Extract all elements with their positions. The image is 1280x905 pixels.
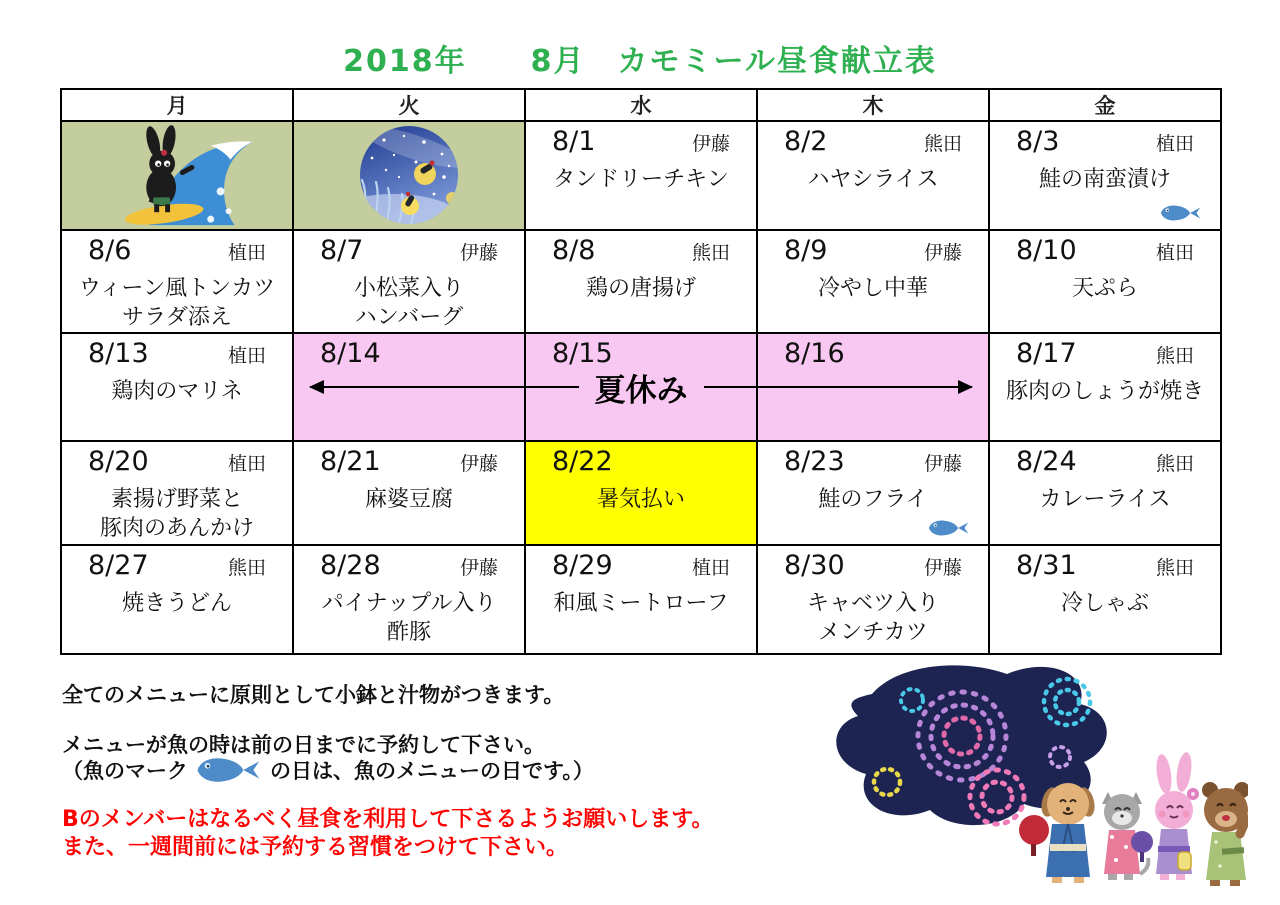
cell-date: 8/24 [1016,446,1077,478]
weekday-header-row [61,89,1221,121]
calendar-cell-8-3 [989,121,1221,230]
menu-line: 酢豚 [386,619,431,645]
calendar-table [60,88,1222,655]
menu-line: タンドリーチキン [553,167,729,192]
week-row-3 [61,333,1221,441]
calendar-cell-8-7 [293,230,525,333]
weekday-wednesday: 水 [525,89,757,121]
weekday-monday: 月 [61,89,293,121]
bear-figure [1202,782,1248,886]
calendar-cell-8-6 [61,230,293,333]
calendar-cell-8-13 [61,333,293,441]
menu-line: 冷しゃぶ [1060,591,1149,617]
menu-line: 和風ミートローフ [553,591,729,617]
calendar-cell-8-22-event [525,441,757,545]
calendar-cell-8-23 [757,441,989,545]
cell-date: 8/16 [784,338,845,370]
calendar-cell-8-27 [61,545,293,654]
cell-date: 8/1 [552,126,596,157]
cell-cook-name: 伊藤 [691,133,730,155]
lunch-menu-calendar [60,88,1222,655]
cell-date: 8/21 [320,446,381,478]
menu-line: メンチカツ [818,619,928,645]
week-row-2 [61,230,1221,333]
cell-cook-name: 熊田 [227,557,266,580]
cell-cook-name: 植田 [227,453,266,476]
cell-date: 8/28 [320,550,381,582]
menu-line: サラダ添え [122,304,232,330]
note-fish-mark-prefix: （魚のマーク [62,759,188,783]
calendar-cell-8-29 [525,545,757,654]
cell-date: 8/3 [1016,126,1060,157]
page-title: 2018年 8月 カモミール昼食献立表 [343,44,937,79]
cell-cook-name: 伊藤 [923,453,962,476]
cell-date: 8/9 [784,235,828,266]
cell-date: 8/23 [784,446,845,478]
surfing-rabbit-illustration [62,122,292,228]
cell-cook-name: 伊藤 [923,557,962,580]
calendar-cell-8-24 [989,441,1221,545]
cell-cook-name: 植田 [1155,133,1194,155]
cell-date: 8/15 [552,338,613,370]
calendar-cell-8-17 [989,333,1221,441]
cell-date: 8/7 [320,235,364,266]
cell-cook-name: 植田 [227,345,266,368]
menu-line: 素揚げ野菜と [110,487,243,513]
cat-figure [1102,792,1153,880]
fish-icon [928,517,970,539]
cell-date: 8/31 [1016,550,1077,582]
cell-date: 8/22 [552,446,613,478]
menu-line: 鶏肉のマリネ [111,379,243,405]
cell-date: 8/17 [1016,338,1077,370]
calendar-cell-8-2 [757,121,989,230]
menu-line: 小松菜入り [353,276,464,301]
menu-line: ウィーン風トンカツ [78,276,276,301]
menu-line: 鮭の南蛮漬け [1038,167,1171,192]
cell-cook-name: 熊田 [1155,345,1194,368]
calendar-cell-8-28 [293,545,525,654]
menu-line: 鮭のフライ [818,487,928,513]
red-note-lunch-request: Bのメンバーはなるべく昼食を利用して下さるようお願いします。 [62,807,714,832]
red-note-reservation-habit: また、一週間前には予約する習慣をつけて下さい。 [62,835,569,860]
menu-line: 豚肉のあんかけ [99,515,254,541]
cell-cook-name: 植田 [691,557,730,580]
menu-line: パイナップル入り [321,591,497,617]
menu-line: カレーライス [1039,487,1171,513]
weekday-tuesday: 火 [293,89,525,121]
calendar-cell-8-8 [525,230,757,333]
summer-break-label: 夏休み [594,372,688,409]
calendar-cell-8-10 [989,230,1221,333]
week-row-1 [61,121,1221,230]
menu-line: ハンバーグ [354,304,464,330]
week-row-4 [61,441,1221,545]
cell-cook-name: 植田 [1155,242,1194,264]
cell-cook-name: 熊田 [1155,453,1194,476]
note-fish-mark-suffix: の日は、魚のメニューの日です。） [270,759,594,783]
cell-date: 8/20 [88,446,149,478]
menu-line: 焼きうどん [121,591,232,617]
cell-cook-name: 植田 [227,242,266,264]
cell-date: 8/2 [784,126,828,157]
menu-line: キャベツ入り [806,591,939,617]
cell-cook-name: 熊田 [1155,557,1194,580]
menu-line: 鶏の唐揚げ [585,276,696,301]
weekday-friday: 金 [989,89,1221,121]
cell-cook-name: 熊田 [691,242,730,264]
rabbit-figure [1154,751,1199,880]
cell-date: 8/27 [88,550,149,582]
cell-date: 8/6 [88,235,132,266]
menu-line: 天ぷら [1071,276,1138,301]
calendar-cell-8-20 [61,441,293,545]
calendar-cell-8-30 [757,545,989,654]
calendar-cell-8-9 [757,230,989,333]
cell-cook-name: 伊藤 [459,453,498,476]
note-fish-mark [62,753,594,787]
cell-cook-name: 伊藤 [923,242,962,264]
calendar-cell-8-14-vacation [293,333,525,441]
calendar-cell-image-monday [61,121,293,230]
fireworks-and-animals-illustration [812,652,1248,902]
note-fish-reservation: メニューが魚の時は前の日までに予約して下さい。 [62,733,545,757]
calendar-cell-8-16-vacation [757,333,989,441]
fish-icon [196,753,262,787]
fish-icon [1160,202,1202,224]
calendar-cell-8-31 [989,545,1221,654]
cell-cook-name: 熊田 [923,133,962,155]
calendar-cell-8-15-vacation [525,333,757,441]
note-side-dishes: 全てのメニューに原則として小鉢と汁物がつきます。 [62,683,565,707]
fireflies-illustration [294,122,524,229]
weekday-thursday: 木 [757,89,989,121]
menu-line: 豚肉のしょうが焼き [1005,379,1204,405]
calendar-cell-8-21 [293,441,525,545]
cell-date: 8/29 [552,550,613,582]
cell-date: 8/30 [784,550,845,582]
cell-date: 8/8 [552,235,596,266]
menu-line: ハヤシライス [807,167,939,192]
menu-line: 冷やし中華 [817,276,928,301]
cell-date: 8/13 [88,338,149,370]
cell-date: 8/14 [320,338,381,370]
menu-line: 暑気払い [596,487,685,513]
week-row-5 [61,545,1221,654]
cell-cook-name: 伊藤 [459,557,498,580]
cell-date: 8/10 [1016,235,1077,266]
calendar-cell-image-tuesday [293,121,525,230]
calendar-cell-8-1 [525,121,757,230]
menu-line: 麻婆豆腐 [364,487,453,513]
cell-cook-name: 伊藤 [459,242,498,264]
